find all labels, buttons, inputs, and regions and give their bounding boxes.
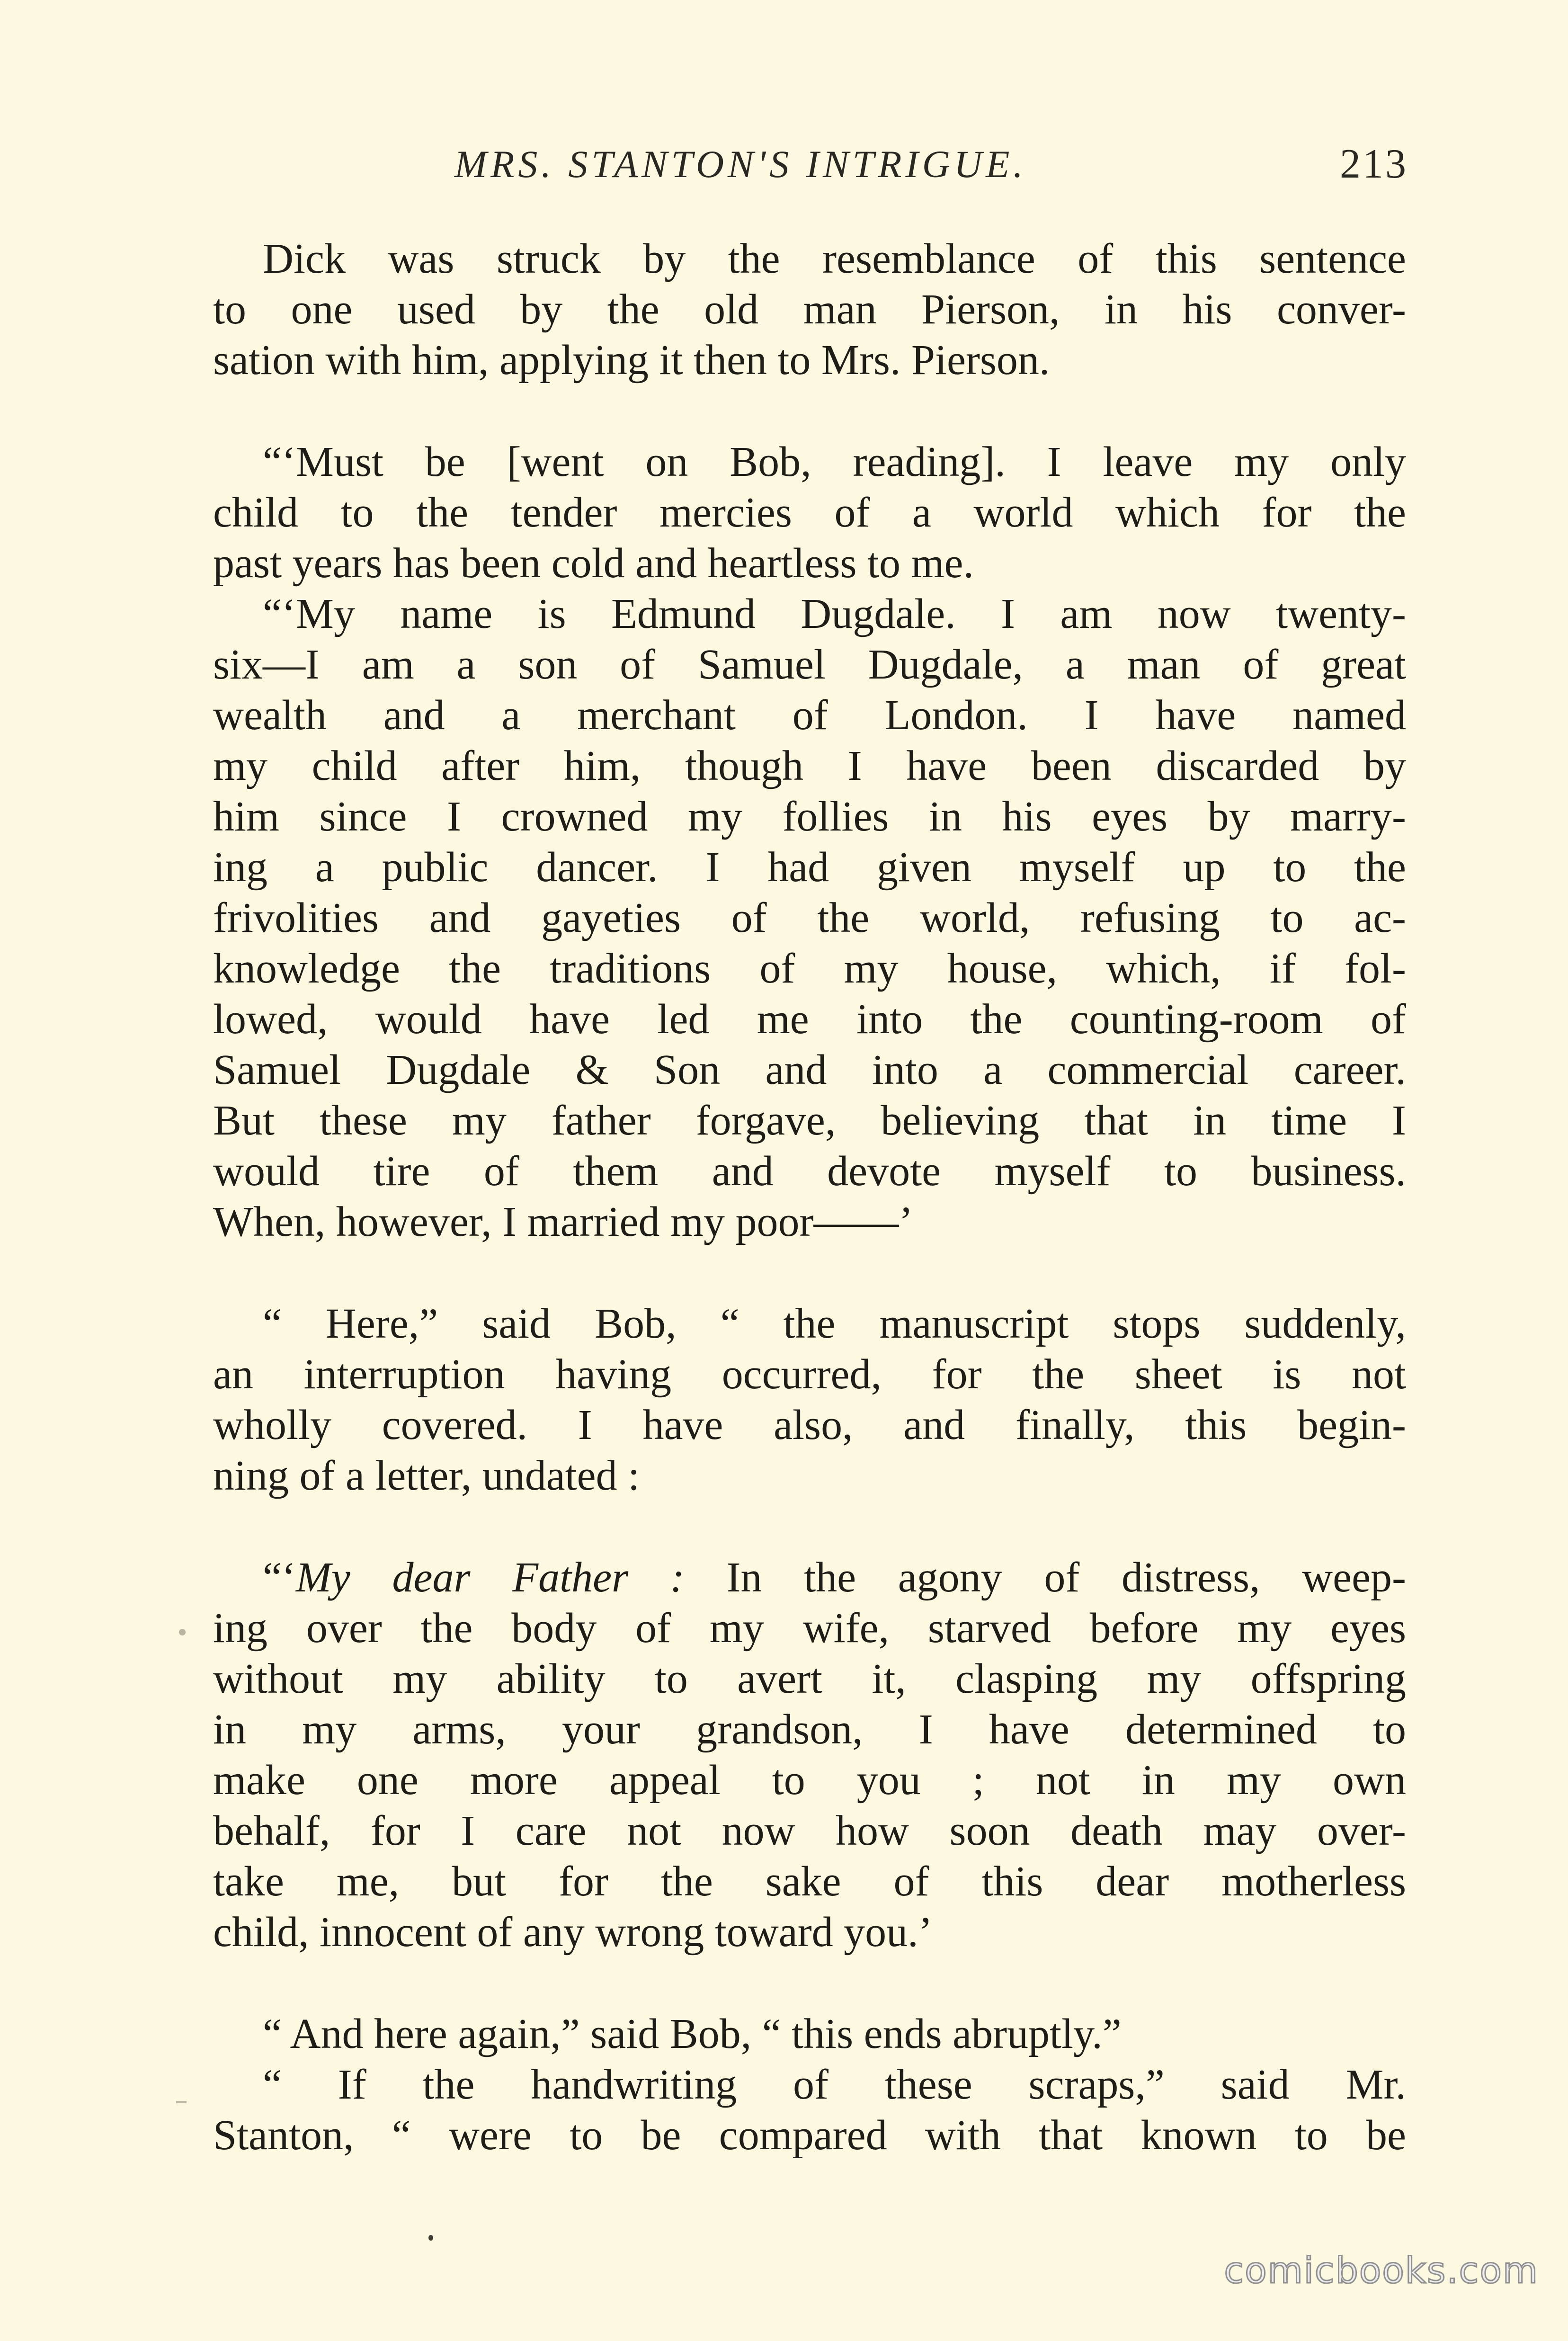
text-line: frivolities and gayeties of the world, refusing to ac-	[213, 894, 1406, 941]
text-line: wholly covered. I have also, and finally, this begin-	[213, 1402, 1406, 1448]
text-line: Stanton, “ were to be compared with that known to be	[213, 2112, 1406, 2159]
text-line: “‘My name is Edmund Dugdale. I am now twenty-	[263, 590, 1406, 637]
text-line: take me, but for the sake of this dear motherless	[213, 1858, 1406, 1905]
ink-speck	[428, 2235, 433, 2241]
text-line: But these my father forgave, believing that in time I	[213, 1097, 1406, 1144]
letter-paragraph	[213, 1552, 1406, 1957]
paragraph-gap	[213, 1957, 1406, 2009]
text-line: ing a public dancer. I had given myself up to the	[213, 844, 1406, 891]
text-line: behalf, for I care not now how soon death may over-	[213, 1807, 1406, 1854]
paragraph	[213, 2009, 1406, 2059]
text-line: “ Here,” said Bob, “ the manuscript stops suddenly,	[263, 1300, 1406, 1347]
page-number: 213	[1340, 141, 1408, 187]
letter-salutation: My dear Father :	[295, 1554, 685, 1601]
text-line: child to the tender mercies of a world which for the	[213, 489, 1406, 536]
text-line: Samuel Dugdale & Son and into a commercial career.	[213, 1046, 1406, 1093]
paragraph	[213, 437, 1406, 589]
text-line: past years has been cold and heartless to me.	[213, 540, 974, 587]
text-line: “ If the handwriting of these scraps,” said Mr.	[263, 2061, 1406, 2108]
paragraph-gap	[213, 1501, 1406, 1552]
margin-speck	[179, 1629, 186, 1635]
text-line: make one more appeal to you ; not in my own	[213, 1757, 1406, 1804]
text-line: sation with him, applying it then to Mrs. Pierson.	[213, 337, 1050, 384]
body-text	[213, 233, 1406, 2161]
text-line: When, however, I married my poor——’	[213, 1198, 913, 1245]
paragraph	[213, 2059, 1406, 2161]
margin-mark	[176, 2101, 187, 2103]
running-title: MRS. STANTON'S INTRIGUE.	[454, 143, 1027, 186]
text-line: without my ability to avert it, clasping my offspring	[213, 1655, 1406, 1702]
watermark: comicbooks.com	[1224, 2249, 1539, 2291]
text-line: an interruption having occurred, for the sheet is not	[213, 1351, 1406, 1398]
text-line: him since I crowned my follies in his eyes by marry-	[213, 793, 1406, 840]
paragraph-gap	[213, 1247, 1406, 1298]
text-line: wealth and a merchant of London. I have named	[213, 692, 1406, 739]
text-line: to one used by the old man Pierson, in his conver-	[213, 286, 1406, 333]
text-line: “‘My dear Father : In the agony of distress, weep-	[263, 1554, 1407, 1601]
text-line: ning of a letter, undated :	[213, 1452, 640, 1499]
text-line: my child after him, though I have been discarded by	[213, 742, 1406, 789]
text-line: ing over the body of my wife, starved before my eyes	[213, 1605, 1406, 1652]
paragraph	[213, 589, 1406, 1247]
paragraph	[213, 1298, 1406, 1501]
paragraph-gap	[213, 385, 1406, 437]
text-line: child, innocent of any wrong toward you.’	[213, 1909, 933, 1956]
text-line: six—I am a son of Samuel Dugdale, a man of great	[213, 641, 1406, 688]
text-line: lowed, would have led me into the counting-room of	[213, 996, 1406, 1043]
letter-first-line: In the agony of distress, weep-	[726, 1554, 1407, 1601]
text-line: knowledge the traditions of my house, which, if fol-	[213, 945, 1406, 992]
paragraph	[213, 233, 1406, 385]
text-line: “‘Must be [went on Bob, reading]. I leave my only	[263, 438, 1406, 485]
text-line: would tire of them and devote myself to business.	[213, 1148, 1406, 1195]
text-line: “ And here again,” said Bob, “ this ends abruptly.”	[263, 2010, 1122, 2057]
text-line: in my arms, your grandson, I have determined to	[213, 1706, 1406, 1753]
text-line: Dick was struck by the resemblance of this sentence	[263, 235, 1406, 282]
